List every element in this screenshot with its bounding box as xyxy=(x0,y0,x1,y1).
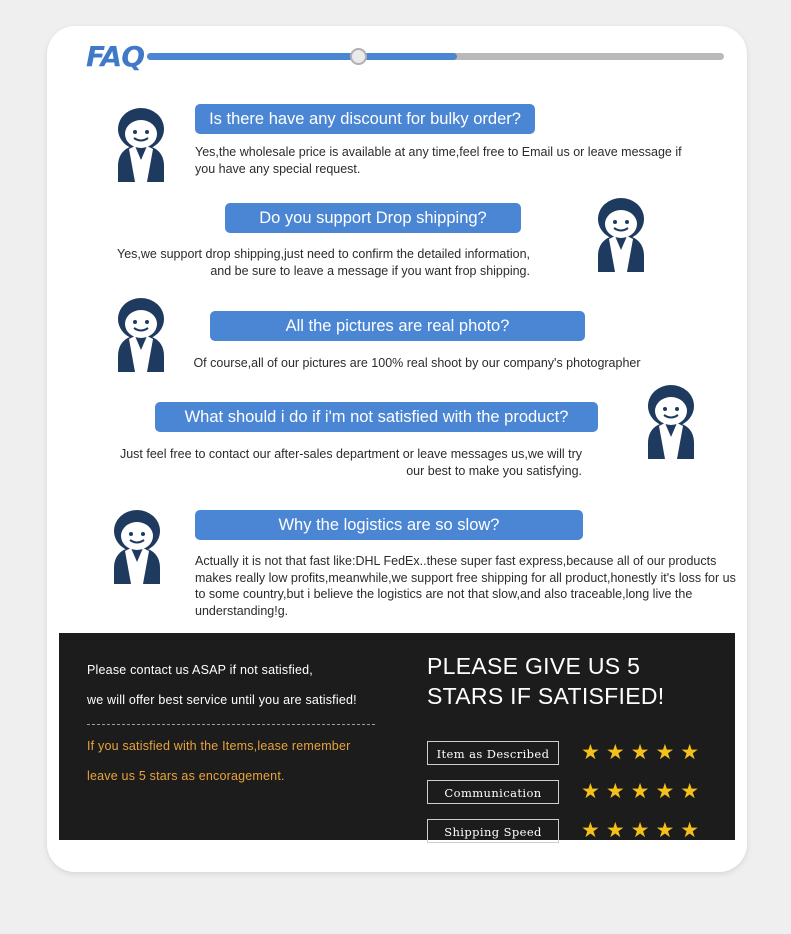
faq-card xyxy=(47,26,747,872)
faq-answer-4: Just feel free to contact our after-sales department or leave messages us,we will try our best to make you satisfying. xyxy=(119,447,582,478)
rating-label-shipping-speed: Shipping Speed xyxy=(427,819,559,843)
customer-service-avatar-icon xyxy=(575,194,667,283)
faq-question-3[interactable]: All the pictures are real photo? xyxy=(210,311,585,341)
rating-row xyxy=(427,738,705,768)
customer-service-avatar-icon xyxy=(625,381,717,470)
banner-headline-line-1: PLEASE GIVE US 5 xyxy=(427,653,641,679)
satisfaction-banner xyxy=(59,633,735,840)
faq-answer-3: Of course,all of our pictures are 100% real shoot by our company's photographer xyxy=(193,356,641,370)
rating-label-communication: Communication xyxy=(427,780,559,804)
progress-slider-knob[interactable] xyxy=(350,48,367,65)
rating-row xyxy=(427,816,705,846)
rating-stars-shipping-speed: ★★★★★ xyxy=(581,819,706,842)
rating-row xyxy=(427,777,705,807)
customer-service-avatar-icon xyxy=(95,104,187,193)
faq-question-4[interactable]: What should i do if i'm not satisfied with the product? xyxy=(155,402,598,432)
rating-stars-item-as-described: ★★★★★ xyxy=(581,741,706,764)
banner-headline xyxy=(427,651,717,711)
rating-label-item-as-described: Item as Described xyxy=(427,741,559,765)
faq-answer-1: Yes,the wholesale price is available at any time,feel free to Email us or leave message if you have any special request. xyxy=(195,145,682,176)
banner-line-1: Please contact us ASAP if not satisfied, xyxy=(87,663,313,677)
banner-headline-line-2: STARS IF SATISFIED! xyxy=(427,683,665,709)
faq-question-2[interactable]: Do you support Drop shipping? xyxy=(225,203,521,233)
banner-line-2: we will offer best service until you are satisfied! xyxy=(87,693,357,707)
progress-slider-fill xyxy=(147,53,457,60)
faq-question-5[interactable]: Why the logistics are so slow? xyxy=(195,510,583,540)
banner-line-4: leave us 5 stars as encoragement. xyxy=(87,769,285,783)
faq-answer-5: Actually it is not that fast like:DHL FedEx..these super fast express,because all of our products makes really low profits,meanwhile,we support free shipping for all product,honestly it's loss for us to some country,but i believe the logistics are not that slow,and also traceable,long live the understanding!g. xyxy=(195,554,736,618)
banner-divider xyxy=(87,724,375,725)
banner-left-text xyxy=(87,655,387,791)
banner-line-3: If you satisfied with the Items,lease remember xyxy=(87,739,351,753)
faq-header xyxy=(47,26,747,84)
progress-slider[interactable] xyxy=(147,53,724,60)
faq-question-1[interactable]: Is there have any discount for bulky order? xyxy=(195,104,535,134)
customer-service-avatar-icon xyxy=(91,506,183,595)
faq-answer-2: Yes,we support drop shipping,just need to confirm the detailed information, and be sure to leave a message if you want frop shipping. xyxy=(117,247,530,278)
rating-list xyxy=(427,738,705,855)
rating-stars-communication: ★★★★★ xyxy=(581,780,706,803)
page-title: FAQ xyxy=(86,40,144,73)
